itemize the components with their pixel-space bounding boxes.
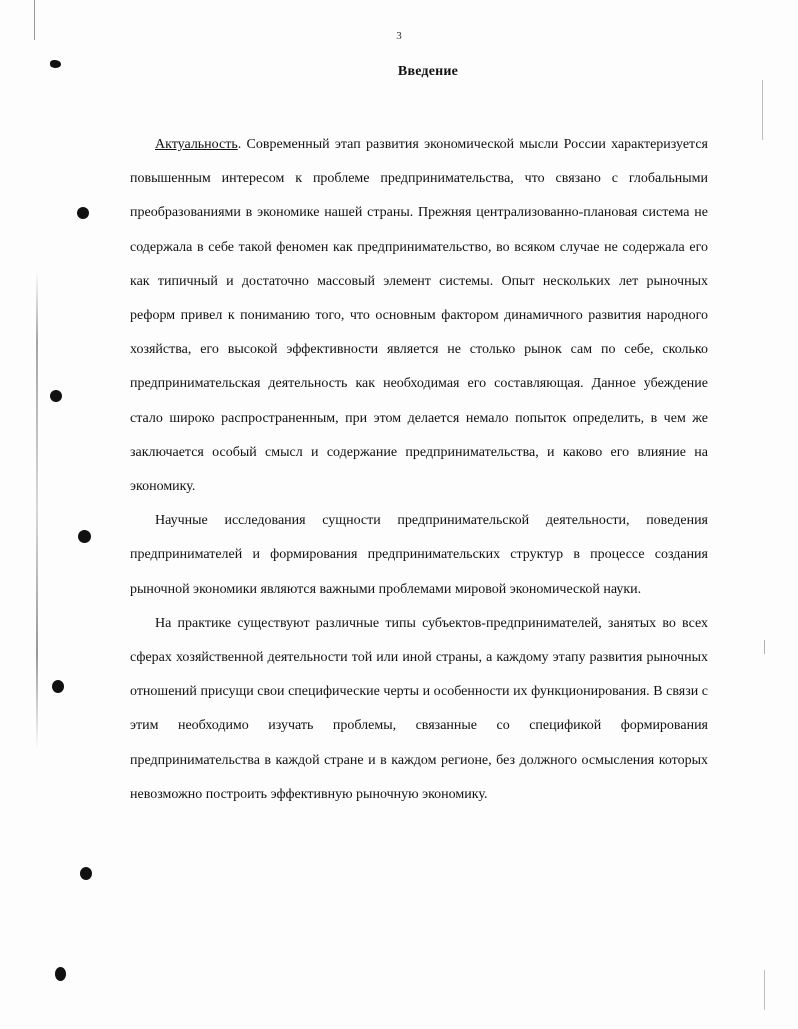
paragraph-lead-term: Актуальность: [155, 137, 238, 152]
scan-edge-artifact: [764, 970, 765, 1010]
page-number: 3: [396, 30, 402, 42]
scan-edge-artifact: [762, 80, 763, 140]
punch-hole-mark: [55, 967, 66, 981]
punch-hole-mark: [52, 680, 64, 693]
paragraph-text: . Современный этап развития экономической мысли России характеризуется повышенным интересом к проблеме предпринимательства, что связано с глобальными преобразованиями в экономике нашей страны. Прежняя централизованно-плановая система не содержала в себе такой феномен как предпринимательство, во всяком случае не содержала его как типичный и достаточно массовый элемент системы. Опыт нескольких лет рыночных реформ привел к пониманию того, что основным фактором динамичного развития народного хозяйства, его высокой эффективности является не столько рынок сам по себе, сколько предпринимательская деятельность как необходимая его составляющая. Данное убеждение стало широко распространенным, при этом делается немало попыток определить, в чем же заключается особый смысл и содержание предпринимательства, и каково его влияние на экономику.: [130, 137, 708, 495]
paragraph-relevance: [130, 128, 708, 504]
punch-hole-mark: [80, 867, 92, 880]
scan-edge-artifact: [764, 640, 765, 654]
scan-edge-artifact: [36, 270, 38, 750]
body-text: [130, 128, 708, 812]
paragraph-research: Научные исследования сущности предпринимательской деятельности, поведения предпринимателей и формирования предпринимательских структур в процессе создания рыночной экономики являются важными проблемами мировой экономической науки.: [130, 513, 708, 597]
paragraph-practice: На практике существуют различные типы субъектов-предпринимателей, занятых во всех сферах хозяйственной деятельности той или иной страны, а каждому этапу развития рыночных отношений присущи свои специфические черты и особенности их функционирования. В связи с этим необходимо изучать проблемы, связанные со спецификой формирования предпринимательства в каждой стране и в каждом регионе, без должного осмысления которых невозможно построить эффективную рыночную экономику.: [130, 615, 708, 802]
punch-hole-mark: [77, 207, 89, 219]
section-heading: Введение: [397, 64, 459, 79]
punch-hole-mark: [78, 530, 91, 543]
punch-hole-mark: [50, 390, 62, 402]
